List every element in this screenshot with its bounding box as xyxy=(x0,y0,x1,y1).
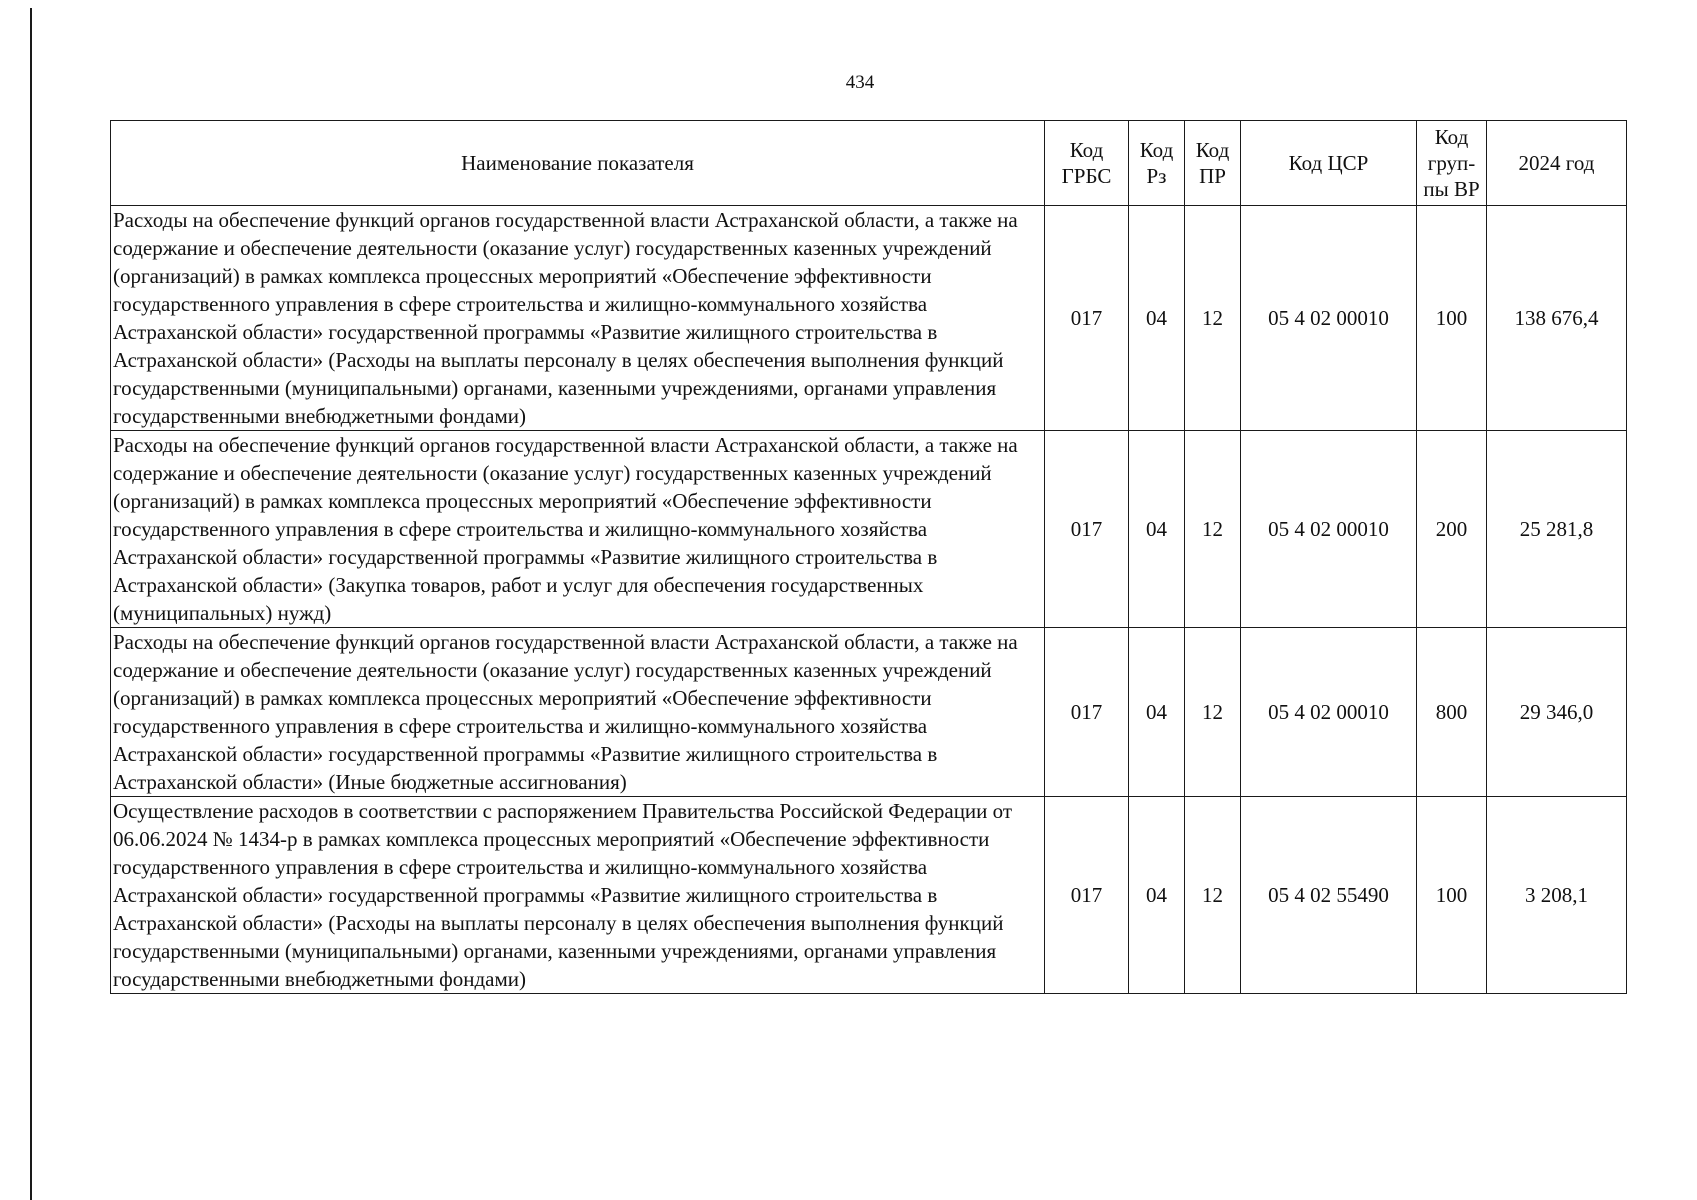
table-row xyxy=(111,797,1627,994)
row-amount: 29 346,0 xyxy=(1487,628,1627,797)
row-grbs: 017 xyxy=(1045,431,1129,628)
row-csr: 05 4 02 00010 xyxy=(1241,628,1417,797)
header-vr: Код груп- пы ВР xyxy=(1417,121,1487,206)
row-csr: 05 4 02 00010 xyxy=(1241,206,1417,431)
binding-margin-line xyxy=(30,8,32,1200)
table-row xyxy=(111,206,1627,431)
table-header-row xyxy=(111,121,1627,206)
row-pr: 12 xyxy=(1185,431,1241,628)
row-name: Расходы на обеспечение функций органов государственной власти Астраханской области, а также на содержание и обеспечение деятельности (оказание услуг) государственных казенных учреждений (организаций) в рамках комплекса процессных мероприятий «Обеспечение эффективности государственного управления в сфере строительства и жилищно-коммунального хозяйства Астраханской области» государственной программы «Развитие жилищного строительства в Астраханской области» (Расходы на выплаты персоналу в целях обеспечения выполнения функций государственными (муниципальными) органами, казенными учреждениями, органами управления государственными внебюджетными фондами) xyxy=(111,206,1045,431)
row-name: Осуществление расходов в соответствии с распоряжением Правительства Российской Федерации от 06.06.2024 № 1434-р в рамках комплекса процессных мероприятий «Обеспечение эффективности государственного управления в сфере строительства и жилищно-коммунального хозяйства Астраханской области» государственной программы «Развитие жилищного строительства в Астраханской области» (Расходы на выплаты персоналу в целях обеспечения выполнения функций государственными (муниципальными) органами, казенными учреждениями, органами управления государственными внебюджетными фондами) xyxy=(111,797,1045,994)
row-amount: 3 208,1 xyxy=(1487,797,1627,994)
row-vr: 100 xyxy=(1417,797,1487,994)
row-grbs: 017 xyxy=(1045,797,1129,994)
table-row xyxy=(111,431,1627,628)
row-name: Расходы на обеспечение функций органов государственной власти Астраханской области, а также на содержание и обеспечение деятельности (оказание услуг) государственных казенных учреждений (организаций) в рамках комплекса процессных мероприятий «Обеспечение эффективности государственного управления в сфере строительства и жилищно-коммунального хозяйства Астраханской области» государственной программы «Развитие жилищного строительства в Астраханской области» (Закупка товаров, работ и услуг для обеспечения государственных (муниципальных) нужд) xyxy=(111,431,1045,628)
page-number: 434 xyxy=(845,72,875,93)
header-year: 2024 год xyxy=(1487,121,1627,206)
row-vr: 100 xyxy=(1417,206,1487,431)
budget-table xyxy=(110,120,1627,994)
row-csr: 05 4 02 00010 xyxy=(1241,431,1417,628)
row-csr: 05 4 02 55490 xyxy=(1241,797,1417,994)
row-amount: 138 676,4 xyxy=(1487,206,1627,431)
header-name: Наименование показателя xyxy=(111,121,1045,206)
row-grbs: 017 xyxy=(1045,206,1129,431)
header-rz: Код Рз xyxy=(1129,121,1185,206)
row-pr: 12 xyxy=(1185,797,1241,994)
row-pr: 12 xyxy=(1185,206,1241,431)
row-pr: 12 xyxy=(1185,628,1241,797)
header-pr: Код ПР xyxy=(1185,121,1241,206)
header-grbs: Код ГРБС xyxy=(1045,121,1129,206)
table-row xyxy=(111,628,1627,797)
row-rz: 04 xyxy=(1129,206,1185,431)
header-csr: Код ЦСР xyxy=(1241,121,1417,206)
row-rz: 04 xyxy=(1129,797,1185,994)
row-vr: 800 xyxy=(1417,628,1487,797)
row-vr: 200 xyxy=(1417,431,1487,628)
row-amount: 25 281,8 xyxy=(1487,431,1627,628)
row-grbs: 017 xyxy=(1045,628,1129,797)
row-rz: 04 xyxy=(1129,628,1185,797)
row-rz: 04 xyxy=(1129,431,1185,628)
row-name: Расходы на обеспечение функций органов государственной власти Астраханской области, а также на содержание и обеспечение деятельности (оказание услуг) государственных казенных учреждений (организаций) в рамках комплекса процессных мероприятий «Обеспечение эффективности государственного управления в сфере строительства и жилищно-коммунального хозяйства Астраханской области» государственной программы «Развитие жилищного строительства в Астраханской области» (Иные бюджетные ассигнования) xyxy=(111,628,1045,797)
